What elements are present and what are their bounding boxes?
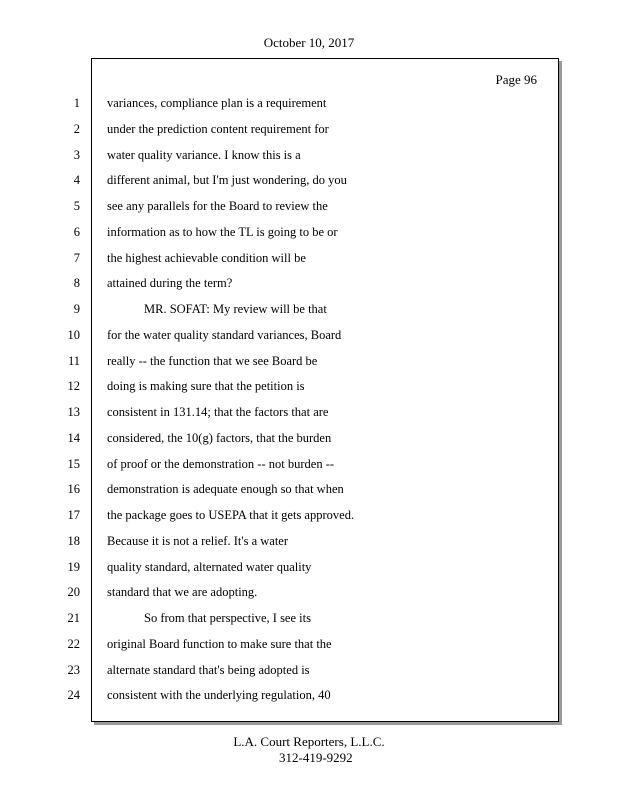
line-number: 15 (67, 457, 80, 471)
line-text: water quality variance. I know this is a (107, 148, 301, 162)
transcript-line (0, 636, 618, 652)
line-number: 21 (67, 611, 80, 625)
transcript-line (0, 378, 618, 394)
line-number: 10 (67, 328, 80, 342)
line-number: 8 (73, 276, 80, 290)
transcript-line (0, 662, 618, 678)
transcript-line (0, 584, 618, 600)
line-text: alternate standard that's being adopted is (107, 663, 310, 677)
line-number: 1 (73, 96, 80, 110)
transcript-line (0, 353, 618, 369)
line-text: of proof or the demonstration -- not burden -- (107, 457, 335, 471)
footer-phone: 312-419-9292 (279, 750, 353, 765)
line-text: see any parallels for the Board to review the (107, 199, 328, 213)
line-number: 19 (67, 560, 80, 574)
line-number: 2 (73, 122, 80, 136)
transcript-line (0, 147, 618, 163)
line-text: different animal, but I'm just wondering, do you (107, 173, 347, 187)
line-number: 12 (67, 379, 80, 393)
line-number: 7 (73, 251, 80, 265)
line-text: for the water quality standard variances, Board (107, 328, 342, 342)
transcript-line (0, 481, 618, 497)
line-number: 9 (73, 302, 80, 316)
line-number: 22 (67, 637, 80, 651)
line-text: MR. SOFAT: My review will be that (144, 302, 327, 316)
transcript-line (0, 250, 618, 266)
line-text: consistent in 131.14; that the factors that are (107, 405, 329, 419)
transcript-line (0, 559, 618, 575)
transcript-line (0, 121, 618, 137)
transcript-line (0, 533, 618, 549)
page-number: Page 96 (495, 72, 537, 87)
line-text: original Board function to make sure that the (107, 637, 332, 651)
transcript-line (0, 275, 618, 291)
transcript-line (0, 172, 618, 188)
header-date: October 10, 2017 (263, 35, 355, 50)
transcript-line (0, 456, 618, 472)
line-text: under the prediction content requirement for (107, 122, 329, 136)
line-text: standard that we are adopting. (107, 585, 258, 599)
transcript-line (0, 430, 618, 446)
line-text: attained during the term? (107, 276, 233, 290)
line-number: 4 (73, 173, 80, 187)
line-text: the package goes to USEPA that it gets approved. (107, 508, 355, 522)
line-number: 18 (67, 534, 80, 548)
line-text: quality standard, alternated water quality (107, 560, 312, 574)
transcript-line (0, 301, 618, 317)
line-text: Because it is not a relief. It's a water (107, 534, 288, 548)
footer-company: L.A. Court Reporters, L.L.C. (233, 734, 385, 749)
transcript-line (0, 198, 618, 214)
line-number: 20 (67, 585, 80, 599)
line-number: 13 (67, 405, 80, 419)
line-text: really -- the function that we see Board be (107, 354, 318, 368)
line-number: 23 (67, 663, 80, 677)
line-text: consistent with the underlying regulation, 40 (107, 688, 331, 702)
transcript-line (0, 327, 618, 343)
line-text: So from that perspective, I see its (144, 611, 311, 625)
line-text: doing is making sure that the petition is (107, 379, 305, 393)
transcript-line (0, 95, 618, 111)
transcript-line (0, 610, 618, 626)
line-number: 11 (67, 354, 80, 368)
line-text: demonstration is adequate enough so that when (107, 482, 344, 496)
transcript-line (0, 404, 618, 420)
line-number: 14 (67, 431, 80, 445)
line-number: 16 (67, 482, 80, 496)
line-text: information as to how the TL is going to be or (107, 225, 338, 239)
line-number: 5 (73, 199, 80, 213)
line-number: 6 (73, 225, 80, 239)
line-number: 3 (73, 148, 80, 162)
line-number: 17 (67, 508, 80, 522)
line-text: variances, compliance plan is a requirement (107, 96, 327, 110)
line-text: the highest achievable condition will be (107, 251, 306, 265)
transcript-line (0, 507, 618, 523)
line-text: considered, the 10(g) factors, that the burden (107, 431, 332, 445)
line-number: 24 (67, 688, 80, 702)
transcript-line (0, 687, 618, 703)
transcript-line (0, 224, 618, 240)
